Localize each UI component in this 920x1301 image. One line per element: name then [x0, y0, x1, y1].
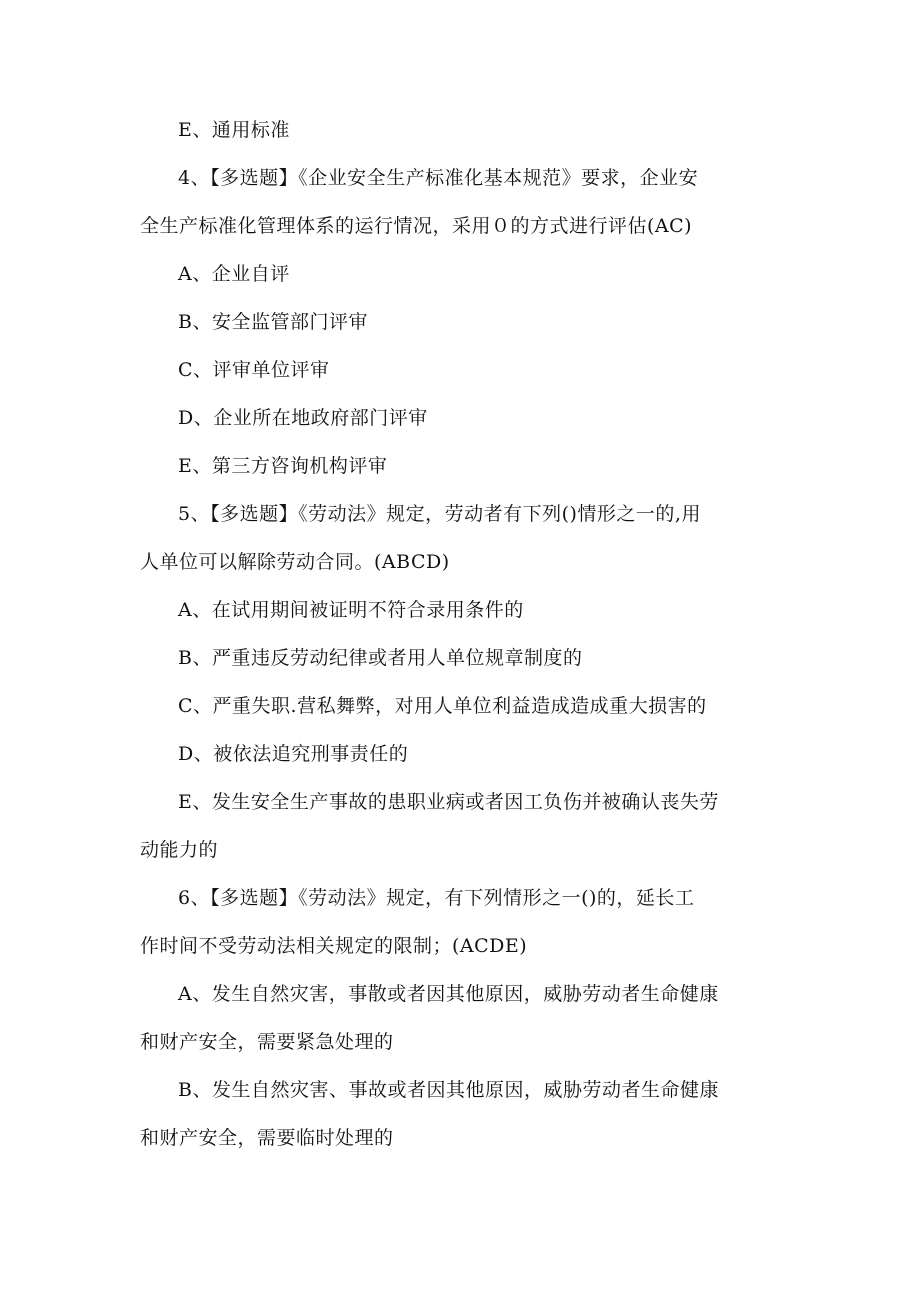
option-line: D、被依法追究刑事责任的 — [178, 743, 409, 765]
document-body — [140, 106, 800, 1162]
option-line: A、在试用期间被证明不符合录用条件的 — [178, 599, 524, 621]
option-continuation: 和财产安全，需要临时处理的 — [140, 1127, 394, 1149]
question-continuation: 人单位可以解除劳动合同。(ABCD) — [140, 551, 450, 573]
question-line: 4、【多选题】《企业安全生产标准化基本规范》要求，企业安 — [178, 167, 699, 189]
option-line: E、第三方咨询机构评审 — [178, 455, 388, 477]
option-line: A、发生自然灾害，事散或者因其他原因，威胁劳动者生命健康 — [178, 983, 719, 1005]
option-line: D、企业所在地政府部门评审 — [178, 407, 428, 429]
option-line: B、发生自然灾害、事故或者因其他原因，威胁劳动者生命健康 — [178, 1079, 719, 1101]
option-continuation: 和财产安全，需要紧急处理的 — [140, 1031, 394, 1053]
option-line: A、企业自评 — [178, 263, 290, 285]
question-line: 6、【多选题】《劳动法》规定，有下列情形之一()的，延长工 — [178, 887, 695, 909]
option-line: C、严重失职.营私舞弊，对用人单位利益造成造成重大损害的 — [178, 695, 707, 717]
option-line: B、严重违反劳动纪律或者用人单位规章制度的 — [178, 647, 583, 669]
question-continuation: 全生产标准化管理体系的运行情况，采用０的方式进行评估(AC) — [140, 215, 693, 237]
question-line: 5、【多选题】《劳动法》规定，劳动者有下列()情形之一的,用 — [178, 503, 701, 525]
option-line: E、发生安全生产事故的患职业病或者因工负伤并被确认丧失劳 — [178, 791, 719, 813]
option-continuation: 动能力的 — [140, 839, 219, 861]
option-line: E、通用标准 — [178, 119, 290, 141]
option-line: B、安全监管部门评审 — [178, 311, 368, 333]
option-line: C、评审单位评审 — [178, 359, 330, 381]
question-continuation: 作时间不受劳动法相关规定的限制；(ACDE) — [140, 935, 528, 957]
